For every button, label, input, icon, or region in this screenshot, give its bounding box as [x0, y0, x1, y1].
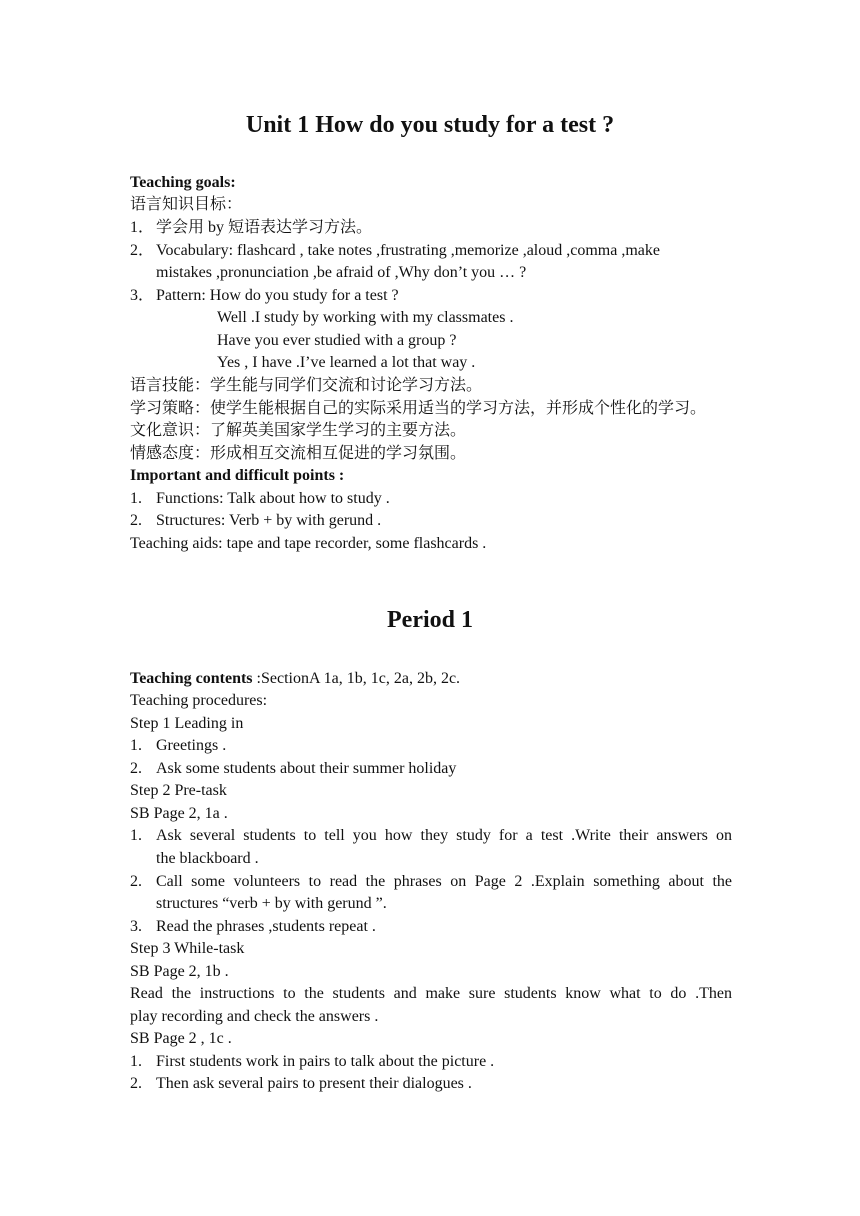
- pattern-line: Yes , I have .I’ve learned a lot that way .: [217, 354, 476, 371]
- goal-item-continued: mistakes ,pronunciation ,be afraid of ,Why don’t you … ?: [156, 264, 527, 281]
- sb-page-ref: SB Page 2 , 1c .: [130, 1030, 232, 1047]
- lang-knowledge-label: 语言知识目标：: [130, 196, 243, 213]
- point-item: 1. Functions: Talk about how to study .: [130, 490, 390, 507]
- step-heading: Step 2 Pre-task: [130, 782, 227, 799]
- sb-page-ref: SB Page 2, 1a .: [130, 805, 228, 822]
- instruction-line: Read the instructions to the students and make sure students know what to do .Then: [130, 985, 732, 1002]
- step-item: 1. Ask several students to tell you how they study for a test .Write their answers on: [130, 827, 732, 844]
- goal-item: 3． Pattern: How do you study for a test ?: [130, 287, 399, 304]
- step-item: 2. Then ask several pairs to present their dialogues .: [130, 1075, 472, 1092]
- step-item: 2. Ask some students about their summer holiday: [130, 760, 457, 777]
- step-heading: Step 1 Leading in: [130, 715, 244, 732]
- teaching-contents: Teaching contents :SectionA 1a, 1b, 1c, 2a, 2b, 2c.: [130, 670, 461, 687]
- instruction-line: play recording and check the answers .: [130, 1008, 379, 1025]
- sb-page-ref: SB Page 2, 1b .: [130, 963, 229, 980]
- points-heading: Important and difficult points :: [130, 467, 345, 484]
- unit-title: Unit 1 How do you study for a test ?: [245, 112, 615, 138]
- skill-line: 学习策略：使学生能根据自己的实际采用适当的学习方法，并形成个性化的学习。: [130, 400, 707, 417]
- goal-item: 1． 学会用 by 短语表达学习方法。: [130, 219, 373, 236]
- goal-item: 2． Vocabulary: flashcard , take notes ,frustrating ,memorize ,aloud ,comma ,make: [130, 242, 660, 259]
- skill-line: 文化意识：了解英美国家学生学习的主要方法。: [130, 422, 467, 439]
- point-item: 2. Structures: Verb + by with gerund .: [130, 512, 382, 529]
- teaching-aids: Teaching aids: tape and tape recorder, some flashcards .: [130, 535, 487, 552]
- skill-line: 语言技能：学生能与同学们交流和讨论学习方法。: [130, 377, 483, 394]
- step-item: 1. Greetings .: [130, 737, 227, 754]
- step-item: 3. Read the phrases ,students repeat .: [130, 918, 376, 935]
- goals-heading: Teaching goals:: [130, 174, 236, 191]
- step-item: 1. First students work in pairs to talk about the picture .: [130, 1053, 495, 1070]
- pattern-line: Well .I study by working with my classmates .: [217, 309, 514, 326]
- period-title: Period 1: [387, 607, 473, 633]
- step-heading: Step 3 While-task: [130, 940, 245, 957]
- step-item: 2. Call some volunteers to read the phrases on Page 2 .Explain something about the: [130, 873, 732, 890]
- teaching-procedures: Teaching procedures:: [130, 692, 268, 709]
- step-item-continued: the blackboard .: [156, 850, 259, 867]
- skill-line: 情感态度：形成相互交流相互促进的学习氛围。: [130, 445, 467, 462]
- step-item-continued: structures “verb + by with gerund ”.: [156, 895, 387, 912]
- pattern-line: Have you ever studied with a group ?: [217, 332, 457, 349]
